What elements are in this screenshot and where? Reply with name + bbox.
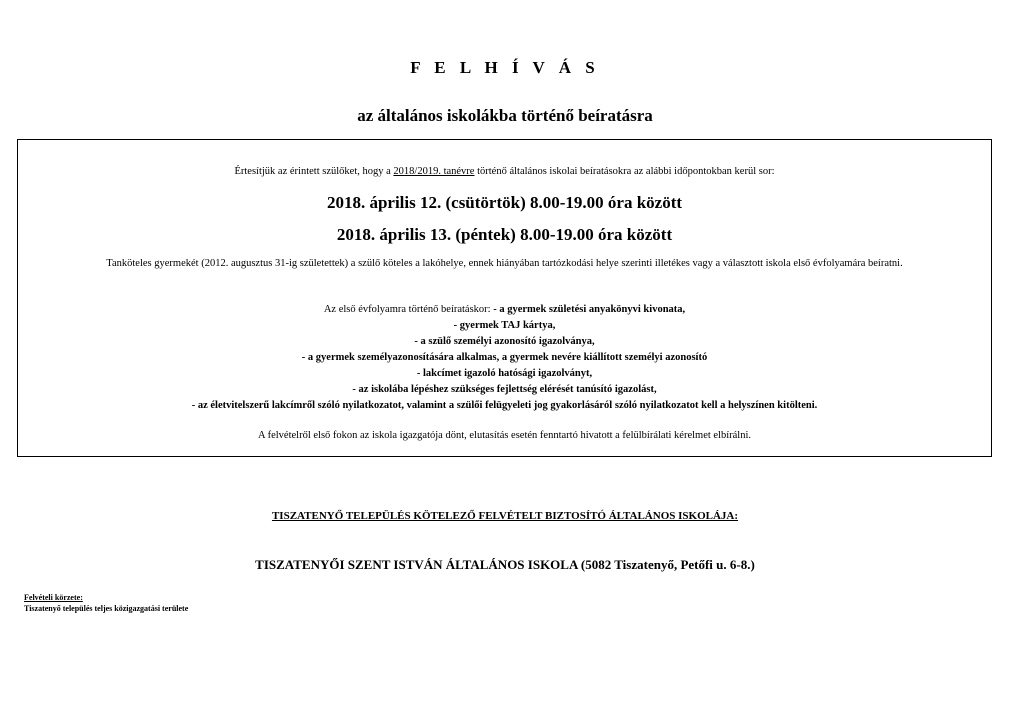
docs-item-4: - a gyermek személyazonosítására alkalmas, a gyermek nevére kiállított személyi azonosító [301,352,708,363]
district-label: Felvételi körzete: [24,593,83,602]
page-title: F E L H Í V Á S [410,58,600,77]
docs-item-6: - az iskolába lépéshez szükséges fejlettség elérését tanúsító igazolást, [352,384,657,395]
intro-text [18,166,991,177]
docs-list-item [18,384,991,395]
docs-list-item [18,336,991,347]
intro-before: Értesítjük az érintett szülőket, hogy a [234,166,394,177]
docs-item-2: - gyermek TAJ kártya, [453,320,556,331]
notice-box [17,139,992,457]
docs-list-item [18,400,991,411]
docs-item-5: - lakcímet igazoló hatósági igazolványt, [416,368,593,379]
docs-intro: Az első évfolyamra történő beíratáskor: [323,304,494,315]
enrollment-date-2: 2018. április 13. (péntek) 8.00-19.00 óra között [336,225,673,244]
docs-item-3: - a szülő személyi azonosító igazolványa, [414,336,595,347]
school-heading: TISZATENYŐ TELEPÜLÉS KÖTELEZŐ FELVÉTELT BIZTOSÍTÓ ÁLTALÁNOS ISKOLÁJA: [271,510,739,522]
decision-text: A felvételről első fokon az iskola igazgatója dönt, elutasítás esetén fenntartó hivatott a felülbírálati kérelmet elbírálni. [257,430,752,441]
docs-list-item [18,352,991,363]
docs-list-item [18,304,991,315]
district-value: Tiszatenyő település teljes közigazgatási területe [24,604,189,613]
docs-list-item [18,320,991,331]
school-name: TISZATENYŐI SZENT ISTVÁN ÁLTALÁNOS ISKOLA (5082 Tiszatenyő, Petőfi u. 6-8.) [255,557,755,572]
enrollment-date-1: 2018. április 12. (csütörtök) 8.00-19.00 óra között [326,193,683,212]
obligation-text: Tanköteles gyermekét (2012. augusztus 31-ig születettek) a szülő köteles a lakóhelye, ennek hiányában tartózkodási helye szerinti illetékes vagy a választott iskola első évfolyamára beíratni. [106,258,903,269]
page-subtitle: az általános iskolákba történő beíratásra [357,106,653,125]
school-year-link: 2018/2019. tanévre [393,166,475,177]
docs-item-1: - a gyermek születési anyakönyvi kivonata, [493,304,686,315]
docs-list-item [18,368,991,379]
docs-item-7: - az életvitelszerű lakcímről szóló nyilatkozatot, valamint a szülői felügyeleti jog gyakorlásáról szóló nyilatkozatot kell a helyszínen kitölteni. [191,400,818,411]
intro-after: történő általános iskolai beíratásokra az alábbi időpontokban kerül sor: [474,166,775,177]
